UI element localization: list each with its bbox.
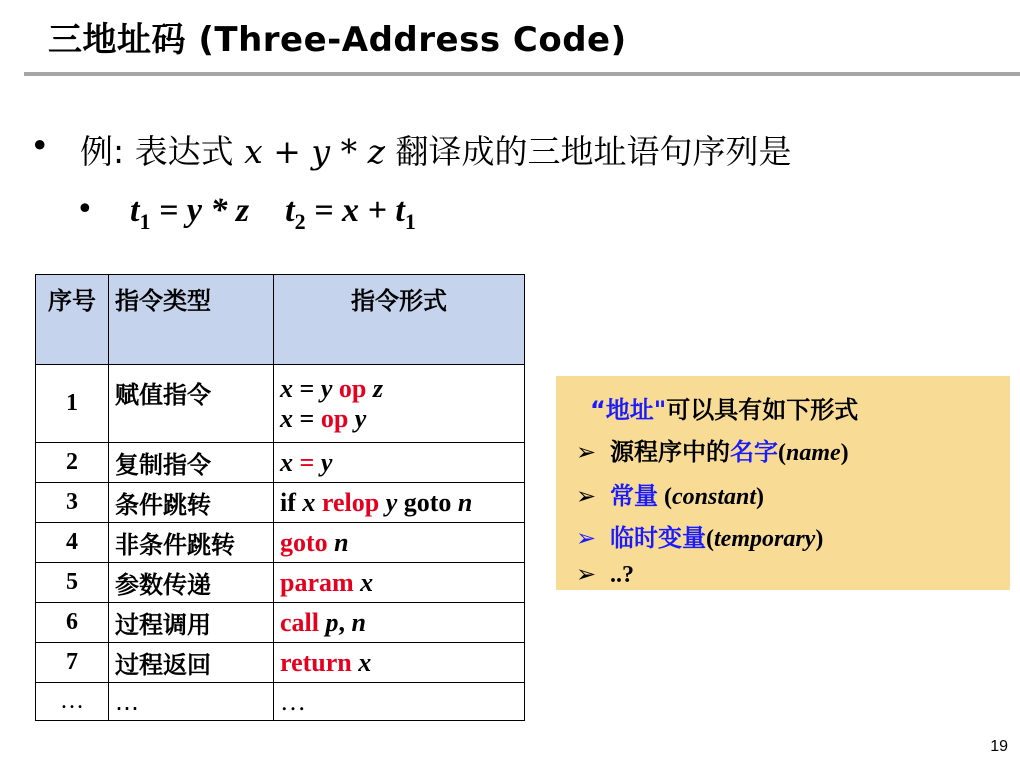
expr-z: z	[367, 132, 385, 171]
table-row	[36, 603, 525, 643]
expr-x: x	[244, 132, 263, 171]
box-item: ➢ 临时变量(temporary)	[576, 524, 824, 552]
eq1-lhs-sub: 1	[139, 208, 151, 234]
table-row	[36, 563, 525, 603]
row-type: 非条件跳转	[109, 523, 274, 563]
row-form: if x relop y goto n	[274, 483, 525, 523]
row-no: …	[36, 683, 109, 721]
address-forms-box	[556, 376, 1010, 590]
header-form: 指令形式	[274, 275, 525, 365]
row-type: 过程调用	[109, 603, 274, 643]
row-type: 赋值指令	[109, 365, 274, 443]
eq2-lhs-sub: 2	[294, 208, 306, 234]
row-type: 参数传递	[109, 563, 274, 603]
bullet-dot-icon: •	[76, 192, 94, 227]
expr-mul: *	[340, 132, 358, 171]
row-no: 1	[36, 365, 109, 443]
title-divider	[24, 72, 1020, 76]
box-item: ➢ ..?	[576, 560, 634, 588]
eq2-rhs: = x + t	[314, 192, 405, 229]
box-item: ➢ 源程序中的名字(name)	[576, 438, 849, 466]
row-no: 7	[36, 643, 109, 683]
page-number: 19	[990, 738, 1008, 755]
row-form: x = y	[274, 443, 525, 483]
header-type: 指令类型	[109, 275, 274, 365]
box-heading: “地址"可以具有如下形式	[590, 396, 859, 424]
row-type: …	[109, 683, 274, 721]
row-no: 4	[36, 523, 109, 563]
eq1-lhs: t	[130, 192, 140, 229]
equations	[130, 192, 416, 235]
table-row	[36, 443, 525, 483]
eq2-rhs-sub: 1	[404, 208, 416, 234]
example-text-a: 表达式	[134, 132, 234, 171]
row-type: 条件跳转	[109, 483, 274, 523]
row-no: 5	[36, 563, 109, 603]
arrow-icon: ➢	[576, 560, 597, 588]
row-form: param x	[274, 563, 525, 603]
row-form: call p, n	[274, 603, 525, 643]
row-no: 2	[36, 443, 109, 483]
row-no: 6	[36, 603, 109, 643]
table-row	[36, 683, 525, 721]
row-form: …	[274, 683, 525, 721]
row-form: x = y op z x = op y	[274, 365, 525, 443]
row-type: 过程返回	[109, 643, 274, 683]
slide-title: 三地址码 (Three-Address Code)	[48, 20, 627, 60]
table-row	[36, 483, 525, 523]
row-type: 复制指令	[109, 443, 274, 483]
row-no: 3	[36, 483, 109, 523]
table-row	[36, 523, 525, 563]
arrow-icon: ➢	[576, 524, 597, 552]
arrow-icon: ➢	[576, 438, 597, 466]
expr-plus: +	[273, 132, 301, 171]
table-row	[36, 643, 525, 683]
instruction-table	[35, 274, 525, 721]
expr-y: y	[311, 132, 331, 171]
box-item: ➢ 常量 (constant)	[576, 482, 765, 510]
header-no: 序号	[36, 275, 109, 365]
eq1-rhs: = y * z	[158, 192, 250, 229]
bullet-dot-icon: •	[30, 126, 50, 165]
arrow-icon: ➢	[576, 482, 597, 510]
row-form: return x	[274, 643, 525, 683]
eq2-lhs: t	[285, 192, 295, 229]
row-form: goto n	[274, 523, 525, 563]
table-row	[36, 365, 525, 443]
bullet-example-text	[80, 126, 791, 173]
example-text-b: 翻译成的三地址语句序列是	[395, 132, 792, 171]
table-header-row	[36, 275, 525, 365]
example-prefix: 例:	[80, 132, 125, 171]
